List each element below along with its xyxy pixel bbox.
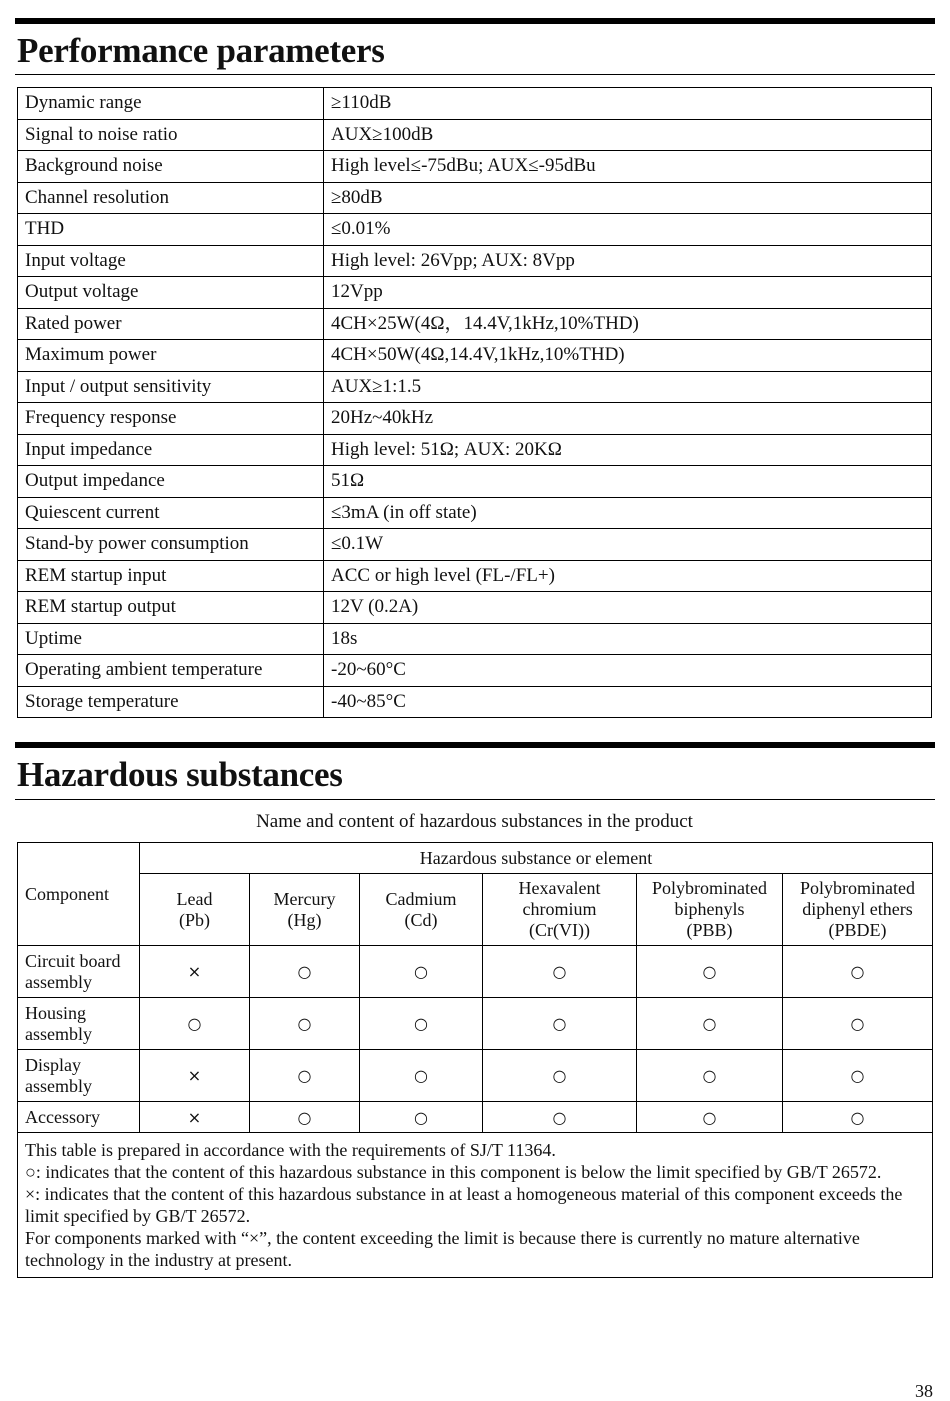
substance-header-line: (Cd)	[404, 909, 438, 930]
component-name	[18, 1050, 140, 1102]
page-number: 38	[915, 1381, 933, 1401]
parameter-name: Input voltage	[18, 245, 324, 277]
performance-table	[17, 87, 932, 718]
table-row	[18, 182, 932, 214]
substance-mark-cell	[783, 946, 933, 998]
substance-header-line: Polybrominated	[800, 878, 915, 898]
parameter-name: Channel resolution	[18, 182, 324, 214]
below-limit-mark: ○	[552, 1014, 567, 1033]
substance-header-line: Polybrominated	[652, 878, 767, 898]
substance-mark-cell	[360, 1050, 483, 1102]
parameter-value: High level≤-75dBu; AUX≤-95dBu	[324, 151, 932, 183]
substance-header	[140, 874, 250, 946]
table-row	[18, 88, 932, 120]
below-limit-mark: ○	[552, 962, 567, 981]
table-row	[18, 403, 932, 435]
substance-header	[250, 874, 360, 946]
parameter-name: Operating ambient temperature	[18, 655, 324, 687]
substance-header-line: (Pb)	[179, 909, 210, 930]
table-row	[18, 308, 932, 340]
below-limit-mark: ○	[850, 962, 865, 981]
parameter-name: REM startup output	[18, 592, 324, 624]
substance-header-line: diphenyl ethers	[802, 899, 913, 919]
below-limit-mark: ○	[702, 1066, 717, 1085]
component-header: Component	[18, 843, 140, 946]
below-limit-mark: ○	[297, 1107, 312, 1127]
table-row	[18, 151, 932, 183]
substance-header	[783, 874, 933, 946]
below-limit-mark: ○	[702, 962, 717, 981]
substance-header-line: Cadmium	[385, 888, 457, 909]
substance-group-header: Hazardous substance or element	[140, 843, 933, 874]
table-row	[18, 434, 932, 466]
parameter-value: -40~85°C	[324, 686, 932, 718]
parameter-value: 12V (0.2A)	[324, 592, 932, 624]
substance-header-line: biphenyls	[674, 899, 745, 919]
component-name-line: assembly	[25, 971, 92, 992]
substance-header	[483, 874, 637, 946]
parameter-value: 4CH×25W(4Ω，14.4V,1kHz,10%THD)	[324, 308, 932, 340]
substance-mark-cell	[140, 1102, 250, 1133]
table-row	[18, 655, 932, 687]
hazardous-header-row	[18, 843, 933, 874]
parameter-name: Rated power	[18, 308, 324, 340]
parameter-value: -20~60°C	[324, 655, 932, 687]
component-name-line: Accessory	[25, 1106, 100, 1127]
performance-title: Performance parameters	[17, 31, 385, 70]
notes-row	[18, 1133, 933, 1278]
substance-header-line: Mercury	[273, 888, 336, 909]
parameter-name: Background noise	[18, 151, 324, 183]
substance-mark-cell	[250, 998, 360, 1050]
parameter-value: AUX≥1:1.5	[324, 371, 932, 403]
section-rule-top	[15, 742, 935, 748]
table-row	[18, 946, 933, 998]
substance-mark-cell	[637, 998, 783, 1050]
substance-mark-cell	[140, 1050, 250, 1102]
substance-mark-cell	[360, 998, 483, 1050]
substance-mark-cell	[637, 1050, 783, 1102]
substance-mark-cell	[250, 946, 360, 998]
parameter-name: Frequency response	[18, 403, 324, 435]
parameter-name: Input impedance	[18, 434, 324, 466]
below-limit-mark: ○	[187, 1014, 202, 1033]
below-limit-mark: ○	[297, 1066, 312, 1085]
component-name	[18, 946, 140, 998]
section-rule-bottom	[15, 74, 935, 75]
exceeds-limit-mark: ×	[187, 1107, 202, 1127]
substance-header-row	[18, 874, 933, 946]
substance-header-line: (PBDE)	[828, 920, 887, 940]
substance-mark-cell	[637, 946, 783, 998]
table-row	[18, 245, 932, 277]
substance-mark-cell	[483, 946, 637, 998]
substance-header-line: chromium	[522, 899, 597, 919]
substance-mark-cell	[483, 1050, 637, 1102]
component-name-line: Housing	[25, 1002, 87, 1023]
below-limit-mark: ○	[702, 1014, 717, 1033]
below-limit-mark: ○	[414, 962, 428, 981]
table-row	[18, 497, 932, 529]
component-name-line: Circuit board	[25, 950, 121, 971]
table-row	[18, 214, 932, 246]
parameter-value: ≤0.1W	[324, 529, 932, 561]
substance-mark-cell	[783, 998, 933, 1050]
parameter-value: 4CH×50W(4Ω,14.4V,1kHz,10%THD)	[324, 340, 932, 372]
substance-mark-cell	[483, 1102, 637, 1133]
substance-mark-cell	[140, 998, 250, 1050]
parameter-name: Uptime	[18, 623, 324, 655]
parameter-name: Signal to noise ratio	[18, 119, 324, 151]
substance-mark-cell	[140, 946, 250, 998]
hazardous-table-body	[18, 843, 933, 1278]
table-row	[18, 1102, 933, 1133]
below-limit-mark: ○	[552, 1066, 567, 1085]
substance-mark-cell	[637, 1102, 783, 1133]
table-row	[18, 371, 932, 403]
parameter-value: 12Vpp	[324, 277, 932, 309]
parameter-name: Output impedance	[18, 466, 324, 498]
substance-header-line: (Hg)	[287, 909, 322, 930]
parameter-name: Storage temperature	[18, 686, 324, 718]
table-row	[18, 340, 932, 372]
below-limit-mark: ○	[850, 1014, 865, 1033]
below-limit-mark: ○	[297, 962, 312, 981]
parameter-name: REM startup input	[18, 560, 324, 592]
section-rule-top	[15, 18, 935, 24]
substance-header	[637, 874, 783, 946]
parameter-name: Maximum power	[18, 340, 324, 372]
below-limit-mark: ○	[414, 1107, 428, 1127]
parameter-name: THD	[18, 214, 324, 246]
parameter-value: 20Hz~40kHz	[324, 403, 932, 435]
below-limit-mark: ○	[702, 1107, 717, 1127]
parameter-name: Dynamic range	[18, 88, 324, 120]
exceeds-limit-mark: ×	[187, 1066, 202, 1085]
substance-mark-cell	[250, 1102, 360, 1133]
hazardous-caption: Name and content of hazardous substances in the product	[256, 811, 693, 832]
table-row	[18, 560, 932, 592]
substance-header-line: (Cr(VI))	[529, 920, 590, 940]
table-row	[18, 623, 932, 655]
component-name	[18, 1102, 140, 1133]
parameter-name: Quiescent current	[18, 497, 324, 529]
substance-mark-cell	[250, 1050, 360, 1102]
parameter-value: High level: 51Ω; AUX: 20KΩ	[324, 434, 932, 466]
table-row	[18, 277, 932, 309]
parameter-value: ACC or high level (FL-/FL+)	[324, 560, 932, 592]
parameter-value: ≥110dB	[324, 88, 932, 120]
parameter-value: ≥80dB	[324, 182, 932, 214]
table-row	[18, 592, 932, 624]
performance-table-body	[18, 88, 932, 718]
table-row	[18, 119, 932, 151]
below-limit-mark: ○	[850, 1066, 865, 1085]
substance-header-line: Hexavalent	[518, 878, 601, 898]
section-rule-bottom	[15, 799, 935, 800]
substance-mark-cell	[783, 1050, 933, 1102]
exceeds-limit-mark: ×	[187, 962, 202, 981]
parameter-name: Output voltage	[18, 277, 324, 309]
substance-header	[360, 874, 483, 946]
below-limit-mark: ○	[552, 1107, 567, 1127]
note-line: For components marked with “×”, the content exceeding the limit is because there is currently no mature alternative technology in the industry at present.	[25, 1228, 860, 1270]
substance-mark-cell	[483, 998, 637, 1050]
hazardous-table	[17, 842, 933, 1278]
parameter-name: Stand-by power consumption	[18, 529, 324, 561]
table-row	[18, 1050, 933, 1102]
component-name-line: Display	[25, 1054, 81, 1075]
below-limit-mark: ○	[414, 1014, 428, 1033]
parameter-value: 51Ω	[324, 466, 932, 498]
component-name-line: assembly	[25, 1075, 92, 1096]
below-limit-mark: ○	[850, 1107, 865, 1127]
component-name	[18, 998, 140, 1050]
table-row	[18, 998, 933, 1050]
parameter-value: ≤0.01%	[324, 214, 932, 246]
parameter-name: Input / output sensitivity	[18, 371, 324, 403]
substance-mark-cell	[360, 946, 483, 998]
note-line: ×: indicates that the content of this hazardous substance in at least a homogeneous material of this component exceeds the limit specified by GB/T 26572.	[25, 1184, 903, 1226]
component-name-line: assembly	[25, 1023, 92, 1044]
below-limit-mark: ○	[297, 1014, 312, 1033]
hazardous-title: Hazardous substances	[17, 755, 343, 794]
substance-header-line: Lead	[176, 888, 213, 909]
substance-header-line: (PBB)	[686, 920, 733, 940]
parameter-value: 18s	[324, 623, 932, 655]
table-row	[18, 529, 932, 561]
parameter-value: ≤3mA (in off state)	[324, 497, 932, 529]
parameter-value: High level: 26Vpp; AUX: 8Vpp	[324, 245, 932, 277]
below-limit-mark: ○	[414, 1066, 428, 1085]
note-line: This table is prepared in accordance with the requirements of SJ/T 11364.	[25, 1140, 556, 1160]
table-row	[18, 466, 932, 498]
substance-mark-cell	[783, 1102, 933, 1133]
table-row	[18, 686, 932, 718]
notes-cell	[18, 1133, 933, 1278]
substance-mark-cell	[360, 1102, 483, 1133]
note-line: ○: indicates that the content of this hazardous substance in this component is below the limit specified by GB/T 26572.	[25, 1162, 882, 1182]
parameter-value: AUX≥100dB	[324, 119, 932, 151]
